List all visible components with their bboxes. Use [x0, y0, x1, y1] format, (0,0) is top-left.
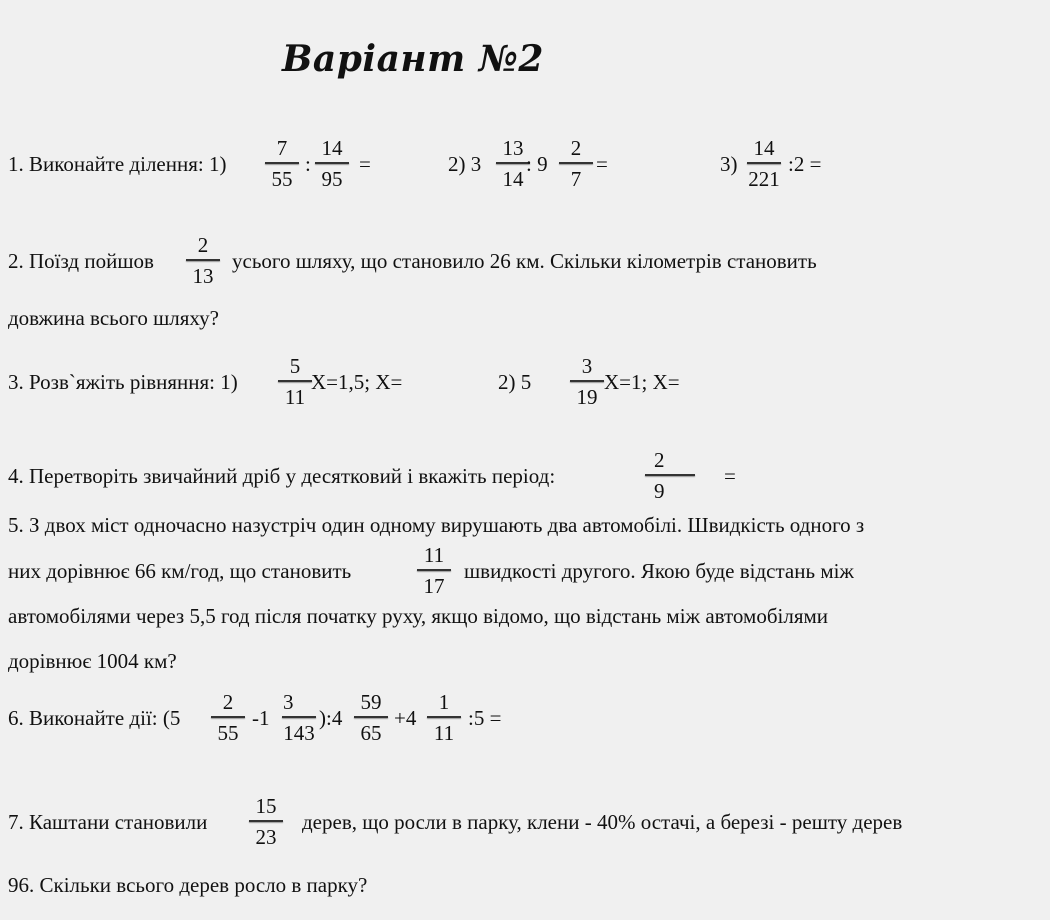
fraction-bar	[747, 162, 781, 164]
fraction	[275, 355, 315, 408]
q4-label: 4. Перетворіть звичайний дріб у десятковий і вкажіть період:	[8, 464, 556, 488]
q3-part2: 2) 5	[498, 370, 532, 394]
q5-line2a: них дорівнює 66 км/год, що становить	[8, 559, 352, 583]
fraction	[351, 691, 391, 744]
numerator: 3	[283, 690, 294, 714]
q6-label: 6. Виконайте дії: (5	[8, 706, 181, 730]
fraction	[424, 691, 464, 744]
fraction-bar	[559, 162, 593, 164]
fraction-bar	[211, 716, 245, 718]
fraction-bar	[249, 820, 283, 822]
q6-tail: :5 =	[468, 706, 502, 730]
numerator: 13	[502, 136, 524, 160]
q2-text-a: 2. Поїзд пойшов	[8, 249, 154, 273]
numerator: 1	[438, 690, 450, 714]
q5-line1: 5. З двох міст одночасно назустріч один одному вирушають два автомобілі. Швидкість одного з	[8, 513, 865, 537]
fraction-bar	[570, 380, 604, 382]
fraction	[744, 137, 784, 190]
q7-line2: 96. Скільки всього дерев росло в парку?	[8, 873, 368, 897]
q3-eq1: Х=1,5; Х=	[311, 370, 403, 394]
q2-line2: довжина всього шляху?	[8, 306, 219, 330]
numerator: 11	[423, 543, 445, 567]
q1-part2: 2) 3	[448, 152, 482, 176]
denominator: 9	[654, 479, 665, 503]
q1-part3: 3)	[720, 152, 738, 176]
denominator: 95	[321, 167, 343, 191]
fraction-bar	[427, 716, 461, 718]
denominator: 11	[433, 721, 455, 745]
fraction	[642, 449, 698, 502]
fraction-bar	[315, 162, 349, 164]
denominator: 23	[255, 825, 277, 849]
numerator: 2	[197, 233, 209, 257]
q3-eq2: Х=1; Х=	[604, 370, 680, 394]
numerator: 7	[276, 136, 288, 160]
fraction	[262, 137, 302, 190]
operator: -1	[252, 706, 270, 730]
numerator: 14	[753, 136, 775, 160]
denominator: 17	[423, 574, 445, 598]
q7-text-b: дерев, що росли в парку, клени - 40% остачі, а березі - решту дерев	[302, 810, 903, 834]
fraction	[414, 544, 454, 597]
fraction	[312, 137, 352, 190]
numerator: 2	[222, 690, 234, 714]
q7-text-a: 7. Каштани становили	[8, 810, 208, 834]
operator: ):4	[319, 706, 343, 730]
numerator: 14	[321, 136, 343, 160]
fraction	[183, 234, 223, 287]
denominator: 65	[360, 721, 382, 745]
fraction	[208, 691, 248, 744]
q5-line4: дорівнює 1004 км?	[8, 649, 177, 673]
fraction	[567, 355, 607, 408]
q1-label: 1. Виконайте ділення: 1)	[8, 152, 227, 176]
denominator: 55	[271, 167, 293, 191]
fraction-bar	[282, 716, 316, 718]
fraction-bar	[645, 474, 695, 476]
denominator: 143	[283, 721, 315, 745]
fraction	[279, 691, 319, 744]
fraction-bar	[186, 259, 220, 261]
fraction	[246, 795, 286, 848]
numerator: 59	[360, 690, 382, 714]
denominator: 221	[748, 167, 780, 191]
numerator: 3	[581, 354, 593, 378]
numerator: 2	[570, 136, 582, 160]
operator: : 9	[526, 152, 548, 176]
fraction	[556, 137, 596, 190]
q5-line3: автомобілями через 5,5 год після початку руху, якщо відомо, що відстань між автомобілями	[8, 604, 829, 628]
equals: =	[596, 152, 608, 176]
equals: =	[724, 464, 736, 488]
fraction-bar	[417, 569, 451, 571]
numerator: 5	[289, 354, 301, 378]
page-title: Варіант №2	[282, 38, 544, 80]
equals: =	[359, 152, 371, 176]
numerator: 15	[255, 794, 277, 818]
fraction-bar	[496, 162, 530, 164]
denominator: 13	[192, 264, 214, 288]
q3-label: 3. Розв`яжіть рівняння: 1)	[8, 370, 238, 394]
denominator: 55	[217, 721, 239, 745]
operator: :	[305, 152, 311, 176]
q1-tail: :2 =	[788, 152, 822, 176]
numerator: 2	[654, 448, 665, 472]
operator: +4	[394, 706, 417, 730]
denominator: 14	[502, 167, 524, 191]
denominator: 7	[570, 167, 582, 191]
fraction-bar	[265, 162, 299, 164]
denominator: 11	[284, 385, 306, 409]
q5-line2b: швидкості другого. Якою буде відстань між	[464, 559, 854, 583]
q2-text-b: усього шляху, що становило 26 км. Скільки кілометрів становить	[232, 249, 817, 273]
denominator: 19	[576, 385, 598, 409]
fraction-bar	[278, 380, 312, 382]
fraction-bar	[354, 716, 388, 718]
